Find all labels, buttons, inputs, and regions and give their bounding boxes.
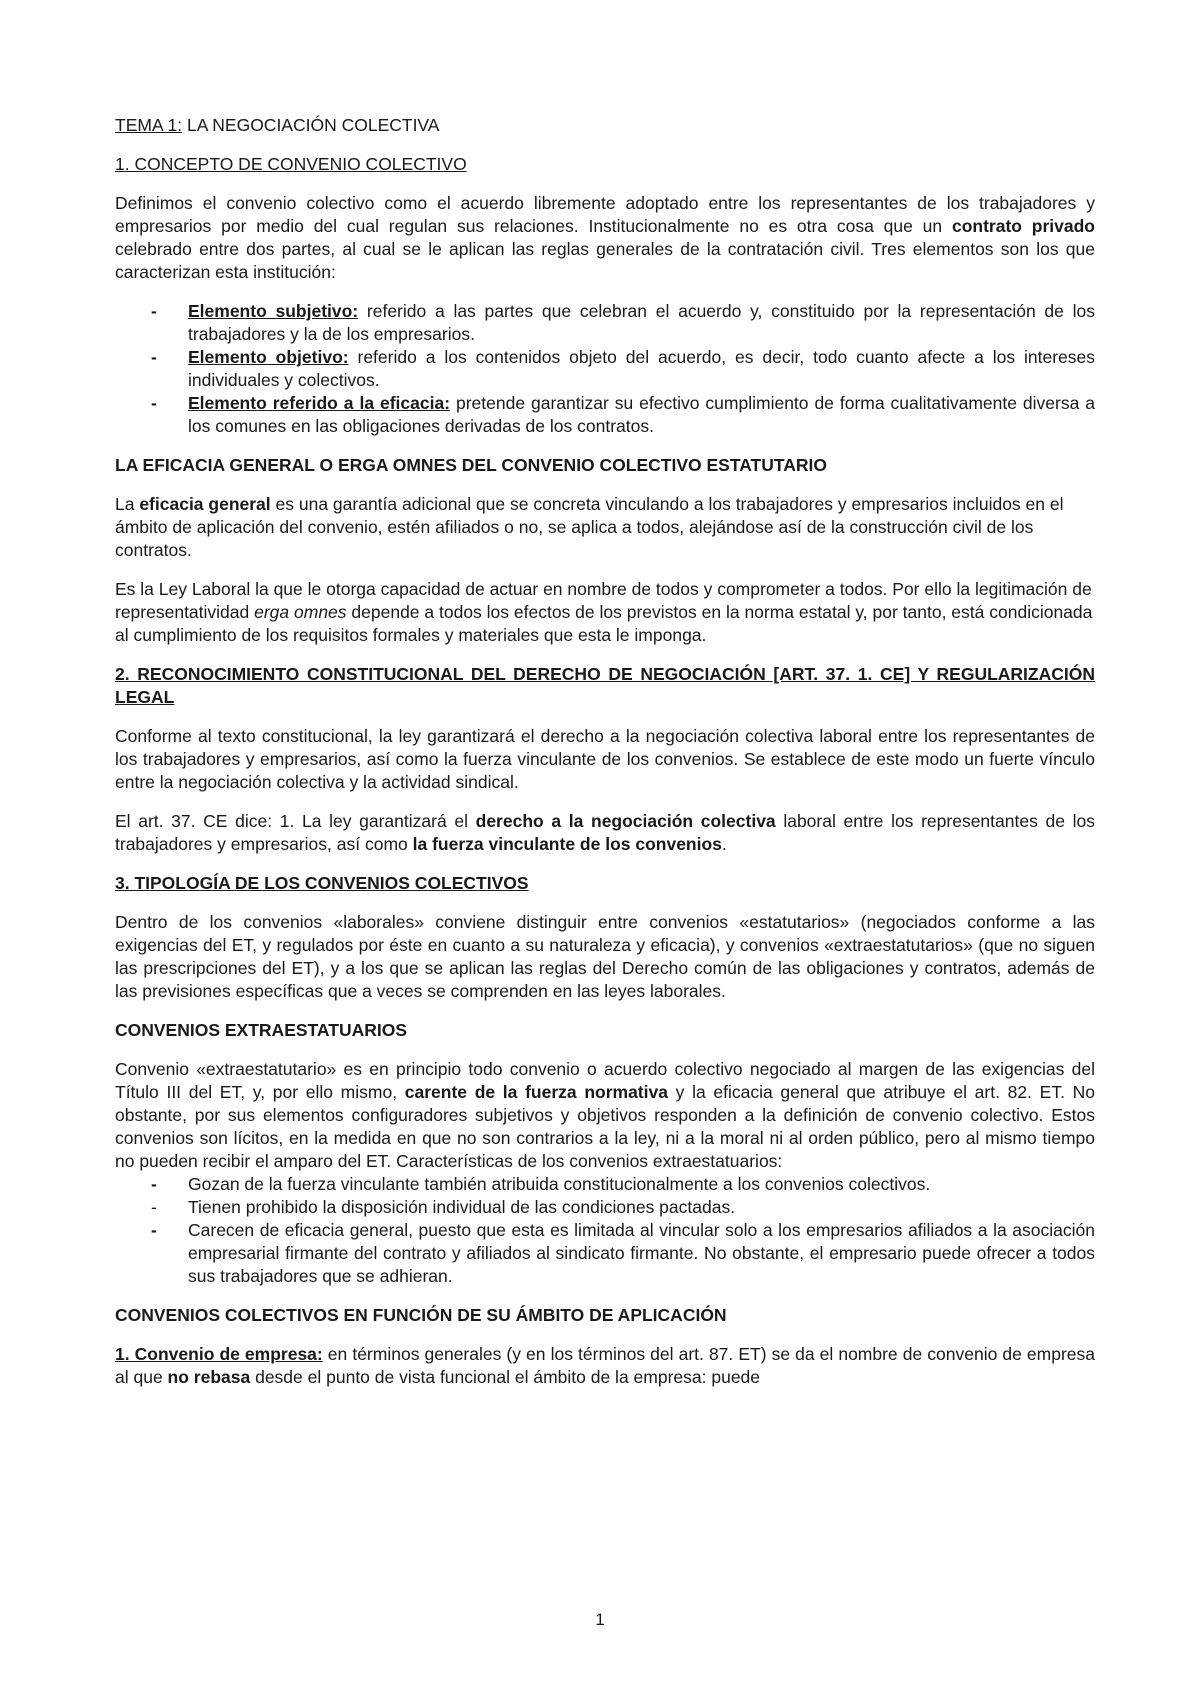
- item-text: Tienen prohibido la disposición individual de las condiciones pactadas.: [188, 1197, 736, 1217]
- dash-bullet: -: [151, 1197, 157, 1217]
- section-2-heading: 2. RECONOCIMIENTO CONSTITUCIONAL DEL DERECHO DE NEGOCIACIÓN [ART. 37. 1. CE] Y REGULARIZACIÓN LEGAL: [115, 664, 1095, 707]
- dash-bullet: -: [151, 301, 157, 321]
- section-2-paragraph-1: Conforme al texto constitucional, la ley garantizará el derecho a la negociación colectiva laboral entre los representantes de los trabajadores y empresarios, así como la fuerza vinculante de los convenios. Se establece de este modo un fuerte vínculo entre la negociación colectiva y la actividad sindical.: [115, 726, 1095, 792]
- dash-bullet: -: [151, 1174, 157, 1194]
- text-run: Es la Ley Laboral la que le otorga capacidad de actuar en nombre de todos y comprometer a todos. Por ello la legitimación de representatividad: [115, 579, 1092, 622]
- text-run: El art. 37. CE dice: 1. La ley garantizará el: [115, 811, 476, 831]
- text-run: .: [721, 834, 727, 854]
- item-text: Gozan de la fuerza vinculante también atribuida constitucionalmente a los convenios colectivos.: [188, 1174, 931, 1194]
- item-label: Elemento referido a la eficacia:: [188, 393, 451, 413]
- elements-list: [115, 300, 1095, 438]
- text-run: Convenio «extraestatutario» es en principio todo convenio o acuerdo colectivo negociado al margen de las exigencias del Título III del ET, y, por ello mismo,: [115, 1059, 1095, 1102]
- section-2-paragraph-2: [115, 810, 1095, 856]
- list-item: [115, 392, 1095, 438]
- list-item: [115, 1219, 1095, 1288]
- bold-term: carente de la fuerza normativa: [404, 1082, 668, 1102]
- dash-bullet: -: [151, 347, 157, 367]
- item-text: referido a las partes que celebran el acuerdo y, constituido por la representación de los trabajadores y la de los empresarios.: [188, 301, 1095, 344]
- eficacia-heading: LA EFICACIA GENERAL O ERGA OMNES DEL CONVENIO COLECTIVO ESTATUTARIO: [115, 455, 828, 475]
- item-text: Carecen de eficacia general, puesto que esta es limitada al vincular solo a los empresarios afiliados a la asociación empresarial firmante del contrato y afiliados al sindicato firmante. No obstante, el empresario puede ofrecer a todos sus trabajadores que se adhieran.: [188, 1220, 1095, 1286]
- text-run: en términos generales (y en los términos del art. 87. ET) se da el nombre de convenio de empresa al que: [115, 1344, 1095, 1387]
- section-3-heading: 3. TIPOLOGÍA DE LOS CONVENIOS COLECTIVOS: [115, 873, 529, 893]
- section-1-heading: 1. CONCEPTO DE CONVENIO COLECTIVO: [115, 154, 467, 174]
- text-run: celebrado entre dos partes, al cual se le aplican las reglas generales de la contratación civil. Tres elementos son los que caracterizan esta institución:: [115, 239, 1095, 282]
- item-label: Elemento subjetivo:: [188, 301, 359, 321]
- list-item: [115, 1196, 1095, 1219]
- dash-bullet: -: [151, 1220, 157, 1240]
- extraestatuarios-heading: CONVENIOS EXTRAESTATUARIOS: [115, 1020, 408, 1040]
- eficacia-paragraph-2: [115, 578, 1095, 647]
- extraestatuarios-paragraph: [115, 1058, 1095, 1173]
- bold-term: eficacia general: [139, 494, 271, 514]
- document-title: [115, 114, 1095, 137]
- text-run: desde el punto de vista funcional el ámbito de la empresa: puede: [250, 1367, 761, 1387]
- text-run: depende a todos los efectos de los previstos en la norma estatal y, por tanto, está condicionada al cumplimiento de los requisitos formales y materiales que esta le imponga.: [115, 602, 1093, 645]
- ambito-paragraph: [115, 1343, 1095, 1389]
- text-run: La: [115, 494, 140, 514]
- list-item: [115, 300, 1095, 346]
- section-3-paragraph: Dentro de los convenios «laborales» conviene distinguir entre convenios «estatutarios» (negociados conforme a las exigencias del ET, y regulados por éste en cuanto a su naturaleza y eficacia), y convenios «extraestatutarios» (que no siguen las prescripciones del ET), y a los que se aplican las reglas del Derecho común de las obligaciones y contratos, además de las previsiones específicas que a veces se comprenden en las leyes laborales.: [115, 912, 1095, 1001]
- title-prefix: TEMA 1:: [115, 115, 183, 135]
- text-run: es una garantía adicional que se concreta vinculando a los trabajadores y empresarios incluidos en el ámbito de aplicación del convenio, estén afiliados o no, se aplica a todos, alejándose así de la construcción civil de los contratos.: [115, 494, 1064, 560]
- document-page: [115, 114, 1095, 1389]
- item-label: 1. Convenio de empresa:: [115, 1344, 323, 1364]
- item-label: Elemento objetivo:: [188, 347, 349, 367]
- bold-term: no rebasa: [167, 1367, 251, 1387]
- text-run: y la eficacia general que atribuye el art. 82. ET. No obstante, por sus elementos configuradores subjetivos y objetivos responden a la definición de convenio colectivo. Estos convenios son lícitos, en la medida en que no son contrarios a la ley, ni a la moral ni al orden público, pero al mismo tiempo no pueden recibir el amparo del ET. Características de los convenios extraestatuarios:: [115, 1082, 1095, 1171]
- page-number: 1: [595, 1610, 605, 1629]
- bold-term: derecho a la negociación colectiva: [475, 811, 776, 831]
- section-1-paragraph: [115, 192, 1095, 284]
- item-text: pretende garantizar su efectivo cumplimiento de forma cualitativamente diversa a los comunes en las obligaciones derivadas de los contratos.: [188, 393, 1095, 436]
- bold-term: contrato privado: [951, 216, 1095, 236]
- title-text: LA NEGOCIACIÓN COLECTIVA: [182, 115, 440, 135]
- list-item: [115, 1173, 1095, 1196]
- text-run: Definimos el convenio colectivo como el acuerdo libremente adoptado entre los representantes de los trabajadores y empresarios por medio del cual regulan sus relaciones. Institucionalmente no es otra cosa que un: [115, 193, 1095, 236]
- text-run: laboral entre los representantes de los trabajadores y empresarios, así como: [115, 811, 1095, 854]
- eficacia-paragraph-1: [115, 493, 1095, 562]
- item-text: referido a los contenidos objeto del acuerdo, es decir, todo cuanto afecte a los intereses individuales y colectivos.: [188, 347, 1095, 390]
- characteristics-list: [115, 1173, 1095, 1288]
- bold-term: la fuerza vinculante de los convenios: [412, 834, 722, 854]
- dash-bullet: -: [151, 393, 157, 413]
- ambito-heading: CONVENIOS COLECTIVOS EN FUNCIÓN DE SU ÁMBITO DE APLICACIÓN: [115, 1305, 727, 1325]
- italic-term: erga omnes: [254, 602, 347, 622]
- list-item: [115, 346, 1095, 392]
